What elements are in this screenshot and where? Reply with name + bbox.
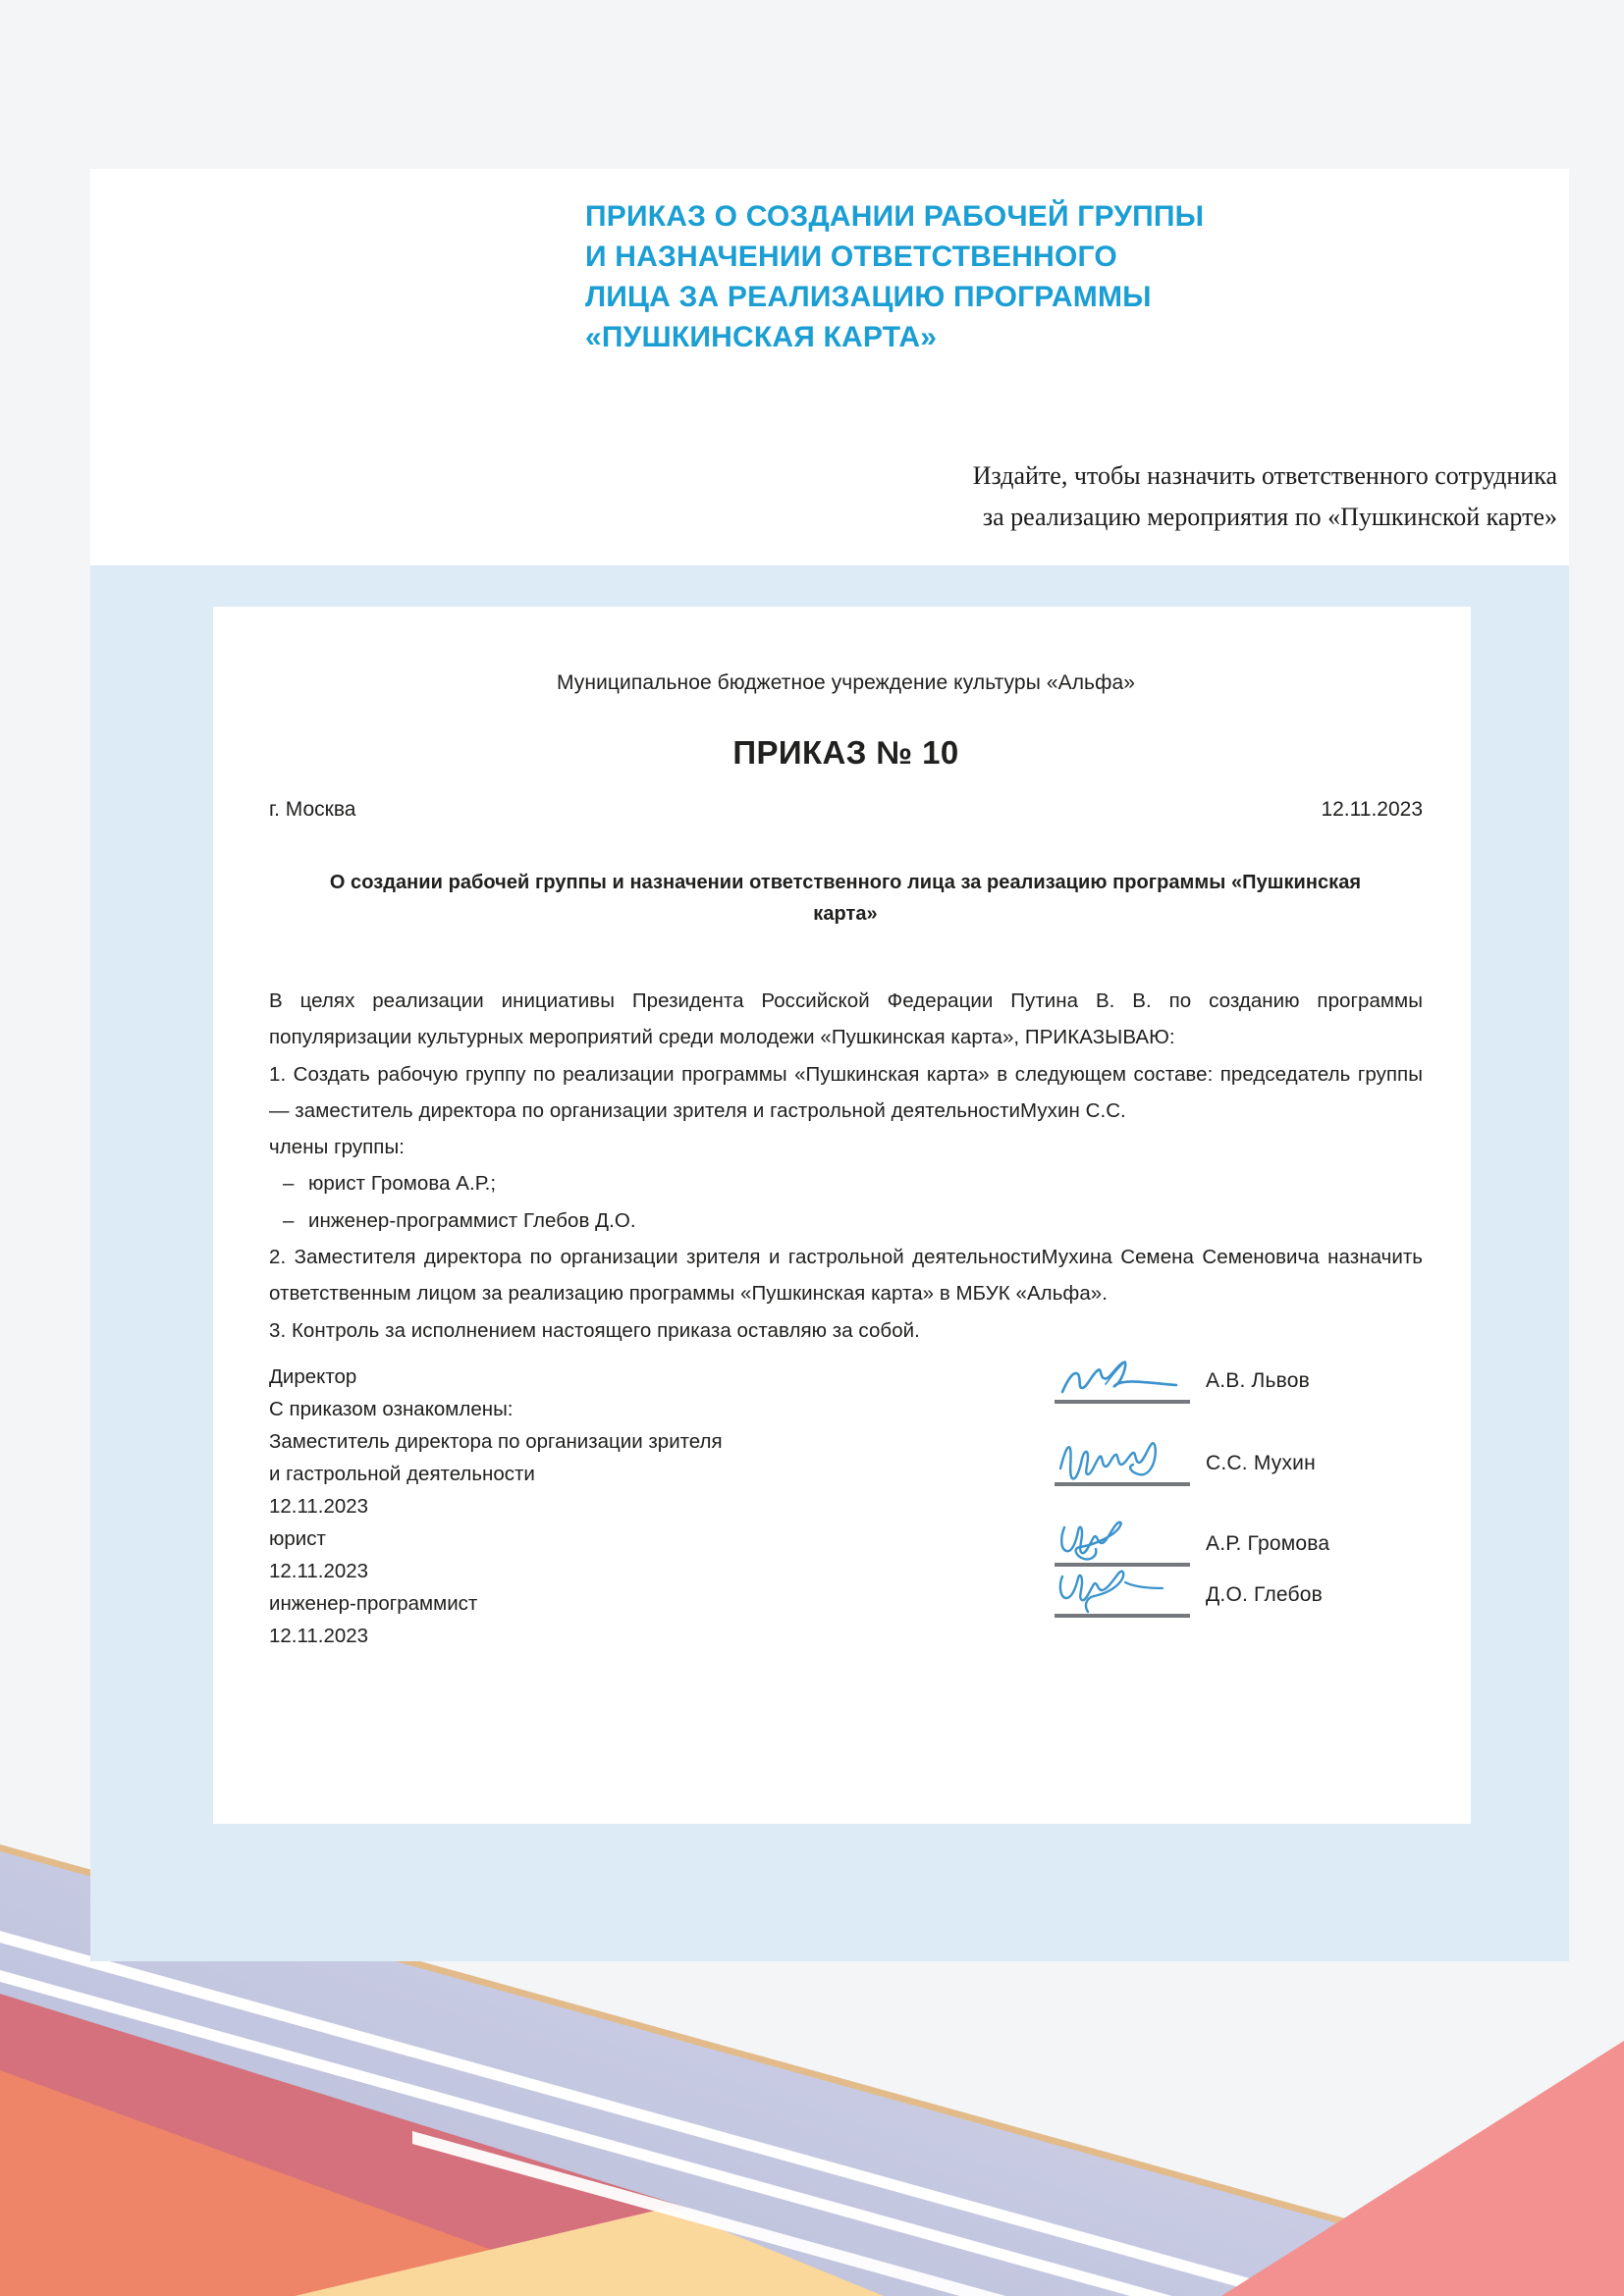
signature-role-line: Заместитель директора по организации зрителя [269, 1430, 723, 1453]
page-subtitle-line-2: за реализацию мероприятия по «Пушкинской карте» [982, 503, 1557, 532]
organization-name: Муниципальное бюджетное учреждение культуры «Альфа» [556, 671, 1136, 694]
signature-mark [1055, 1569, 1190, 1620]
page-title-line-4: «ПУШКИНСКАЯ КАРТА» [585, 321, 938, 354]
order-subject-line-2: программы «Пушкинская карта» [813, 872, 1362, 926]
page-title-line-2: И НАЗНАЧЕНИИ ОТВЕТСТВЕННОГО [585, 240, 1117, 274]
order-document-content [269, 607, 1423, 1824]
page-subtitle-line-1: Издайте, чтобы назначить ответственного сотрудника [972, 461, 1557, 490]
handwritten-signature-icon [1055, 1516, 1202, 1563]
signature-entry [1055, 1569, 1323, 1620]
order-body-list-item-text: инженер-программист Глебов Д.О. [308, 1208, 636, 1232]
signatory-name: А.В. Львов [1206, 1368, 1310, 1392]
dash-bullet-icon: – [283, 1172, 295, 1196]
signature-rule [1055, 1614, 1190, 1618]
signature-entry [1055, 1518, 1329, 1569]
order-subject [296, 867, 1395, 931]
signature-role-line: юрист [269, 1527, 326, 1550]
order-city: г. Москва [269, 798, 356, 821]
order-document-sheet [213, 607, 1471, 1824]
decorative-corner-triangle [1212, 2002, 1624, 2296]
order-subject-line-1: О создании рабочей группы и назначении ответственного лица за реализацию [329, 872, 1108, 893]
page-title-line-3: ЛИЦА ЗА РЕАЛИЗАЦИЮ ПРОГРАММЫ [585, 281, 1152, 314]
signature-mark [1055, 1437, 1190, 1488]
order-body-list-item [269, 1202, 1423, 1239]
handwritten-signature-icon [1055, 1353, 1202, 1400]
signature-role-line: и гастрольной деятельности [269, 1463, 535, 1485]
order-body-paragraph: В целях реализации инициативы Президента Российской Федерации Путина В. В. по созданию программы популяризации культурных мероприятий среди молодежи «Пушкинская карта», ПРИКАЗЫВАЮ: [269, 989, 1423, 1049]
page-title-line-1: ПРИКАЗ О СОЗДАНИИ РАБОЧЕЙ ГРУППЫ [585, 200, 1205, 233]
order-body-paragraph: 1. Создать рабочую группу по реализации программы «Пушкинская карта» в следующем составе: председатель группы — заместитель директора по организации зрителя и гастрольной деятельностиМухин С.С. [269, 1062, 1423, 1122]
signature-rule [1055, 1482, 1190, 1486]
signature-mark [1055, 1518, 1190, 1569]
order-body [269, 983, 1423, 1349]
deco-corner-svg [1212, 2002, 1624, 2296]
signature-entry [1055, 1355, 1310, 1406]
order-body-list-item-text: юрист Громова А.Р.; [308, 1172, 497, 1196]
signature-role-line: С приказом ознакомлены: [269, 1398, 514, 1420]
signatory-name: А.Р. Громова [1206, 1531, 1330, 1555]
document-backdrop-band [90, 565, 1569, 1961]
signature-role-line: 12.11.2023 [269, 1625, 369, 1647]
signature-role-line: Директор [269, 1365, 357, 1388]
order-body-paragraph: члены группы: [269, 1136, 405, 1159]
order-meta-row [269, 798, 1423, 822]
dash-bullet-icon: – [283, 1208, 295, 1232]
order-body-paragraph: 2. Заместителя директора по организации зрителя и гастрольной деятельностиМухина Семена Семеновича назначить ответственным лицом за реализацию программы «Пушкинская карта» в МБУК «Альфа». [269, 1246, 1423, 1306]
signature-role-line: 12.11.2023 [269, 1495, 369, 1518]
handwritten-signature-icon [1055, 1567, 1202, 1614]
header-card [90, 169, 1569, 565]
page-subtitle [585, 455, 1557, 538]
page-title [585, 196, 1547, 357]
signature-role-line: инженер-программист [269, 1592, 478, 1615]
order-date: 12.11.2023 [1321, 798, 1423, 821]
order-body-list-item [269, 1165, 1423, 1201]
order-heading: ПРИКАЗ № 10 [732, 734, 959, 771]
order-body-paragraph: 3. Контроль за исполнением настоящего приказа оставляю за собой. [269, 1318, 920, 1342]
signature-mark [1055, 1355, 1190, 1406]
handwritten-signature-icon [1055, 1435, 1202, 1482]
signatory-name: Д.О. Глебов [1206, 1582, 1324, 1606]
signature-roles-column [269, 1361, 956, 1652]
signature-rule [1055, 1400, 1190, 1404]
signatory-name: С.С. Мухин [1206, 1451, 1316, 1474]
signature-role-line: 12.11.2023 [269, 1560, 369, 1582]
signature-entry [1055, 1437, 1316, 1488]
